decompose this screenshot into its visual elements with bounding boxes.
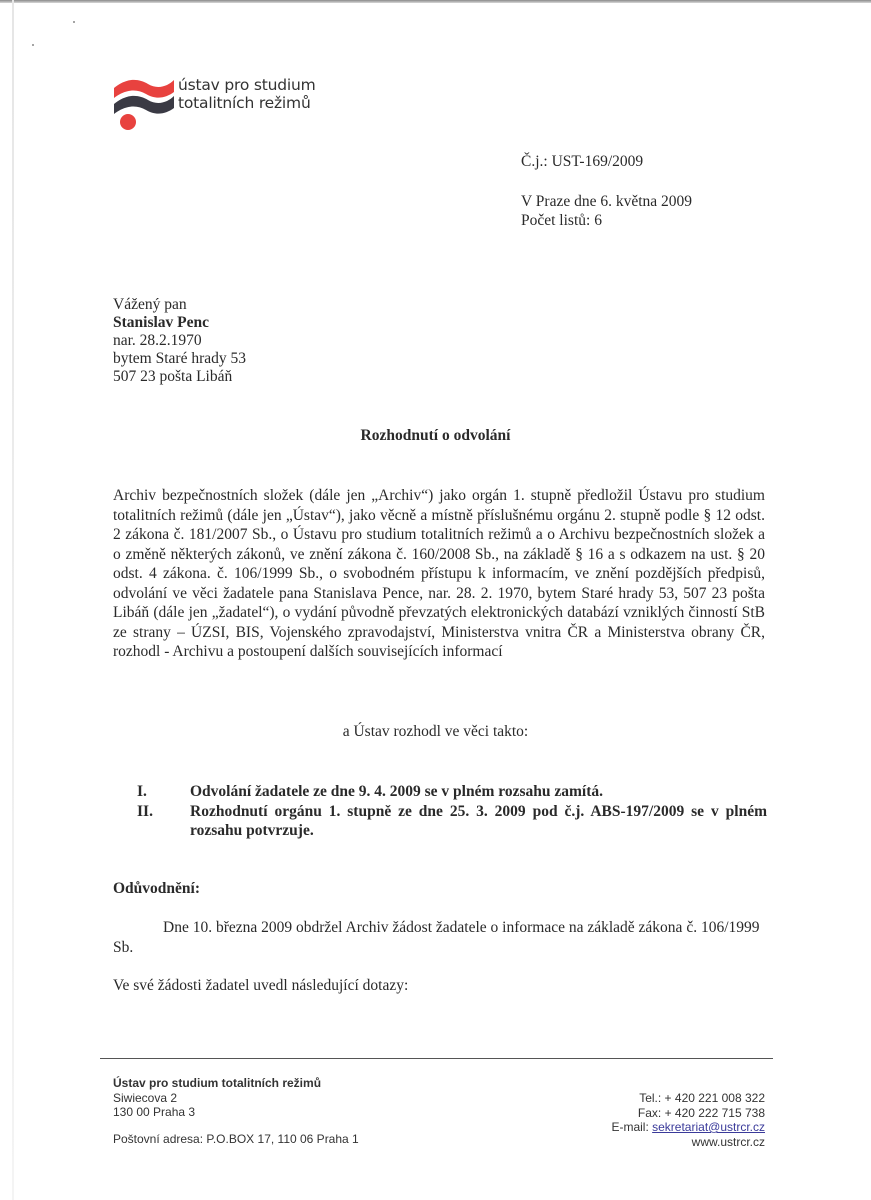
decision-text: Rozhodnutí orgánu 1. stupně ze dne 25. 3. 2009 pod č.j. ABS-197/2009 se v plném rozsahu potvrzuje. [190,802,767,839]
decision-item [137,782,767,802]
scan-speck [32,44,34,46]
case-number: Č.j.: UST-169/2009 [521,153,644,170]
footer-contacts [611,1091,765,1149]
recipient-city: 507 23 pošta Libáň [113,368,233,385]
email-link[interactable]: sekretariat@ustrcr.cz [652,1120,765,1134]
footer-divider [100,1058,773,1059]
scan-edge-top [0,0,871,3]
footer-email-row [611,1120,765,1135]
decision-number: I. [137,783,147,800]
intro-paragraph: Archiv bezpečnostních složek (dále jen „Archiv“) jako orgán 1. stupně předložil Ústavu pro studium totalitních režimů (dále jen „Ústav“), jako věcně a místně příslušnému orgánu 2. stupně podle § 12 odst. 2 zákona č. 181/2007 Sb., o Ústavu pro studium totalitních režimů a o Archivu bezpečnostních složek a o změně některých zákonů, ve znění zákona č. 160/2008 Sb., na základě § 16 a s odkazem na ust. § 20 odst. 4 zákona. č. 106/1999 Sb., o svobodném přístupu k informacím, ve znění pozdějších předpisů, odvolání ve věci žadatele pana Stanislava Pence, nar. 28. 2. 1970, bytem Staré hrady 53, 507 23 pošta Libáň (dále jen „žadatel“), o vydání původně převzatých elektronických databází vzniklých činností StB ze strany – ÚZSI, BIS, Vojenského zpravodajství, Ministerstva vnitra ČR a Ministerstva obrany ČR, rozhodl - Archivu a postoupení dalších souvisejících informací [113,487,765,660]
salutation: Vážený pan [113,296,187,313]
footer-street: Siwiecova 2 [113,1090,178,1105]
logo-line-1: ústav pro studium [178,76,316,94]
document-title: Rozhodnutí o odvolání [360,427,511,444]
justification-paragraph-1: Dne 10. března 2009 obdržel Archiv žádost žadatele o informace na základě zákona č. 106/1999 Sb. [113,919,760,956]
decision-number: II. [137,802,153,820]
logo-line-2: totalitních režimů [178,94,311,112]
justification-paragraph-2: Ve své žádosti žadatel uvedl následující dotazy: [113,977,409,994]
scan-speck [73,21,75,23]
flag-logo-icon [112,74,176,132]
justification-heading: Odůvodnění: [113,880,201,897]
recipient-name: Stanislav Penc [113,314,210,331]
footer-city: 130 00 Praha 3 [113,1105,196,1119]
decision-item [137,802,767,841]
place-date: V Praze dne 6. května 2009 [521,193,693,210]
recipient-address [113,296,246,386]
decision-text: Odvolání žadatele ze dne 9. 4. 2009 se v plném rozsahu zamítá. [190,783,604,800]
scan-edge-left [12,0,14,1200]
logo-text [178,76,316,112]
footer-postal-address: Poštovní adresa: P.O.BOX 17, 110 06 Praha 1 [113,1131,359,1146]
institute-logo [112,74,352,130]
recipient-birth: nar. 28.2.1970 [113,332,202,349]
footer-fax: Fax: + 420 222 715 738 [637,1105,765,1120]
decision-list [137,782,767,841]
footer-web: www.ustrcr.cz [691,1134,765,1149]
decision-intro: a Ústav rozhodl ve věci takto: [342,723,529,740]
email-label: E-mail: [611,1120,653,1134]
footer-tel: Tel.: + 420 221 008 322 [639,1091,765,1105]
footer-org-name: Ústav pro studium totalitních režimů [113,1076,322,1090]
recipient-street: bytem Staré hrady 53 [113,350,247,367]
page-count: Počet listů: 6 [521,212,602,229]
footer-address [113,1076,359,1146]
